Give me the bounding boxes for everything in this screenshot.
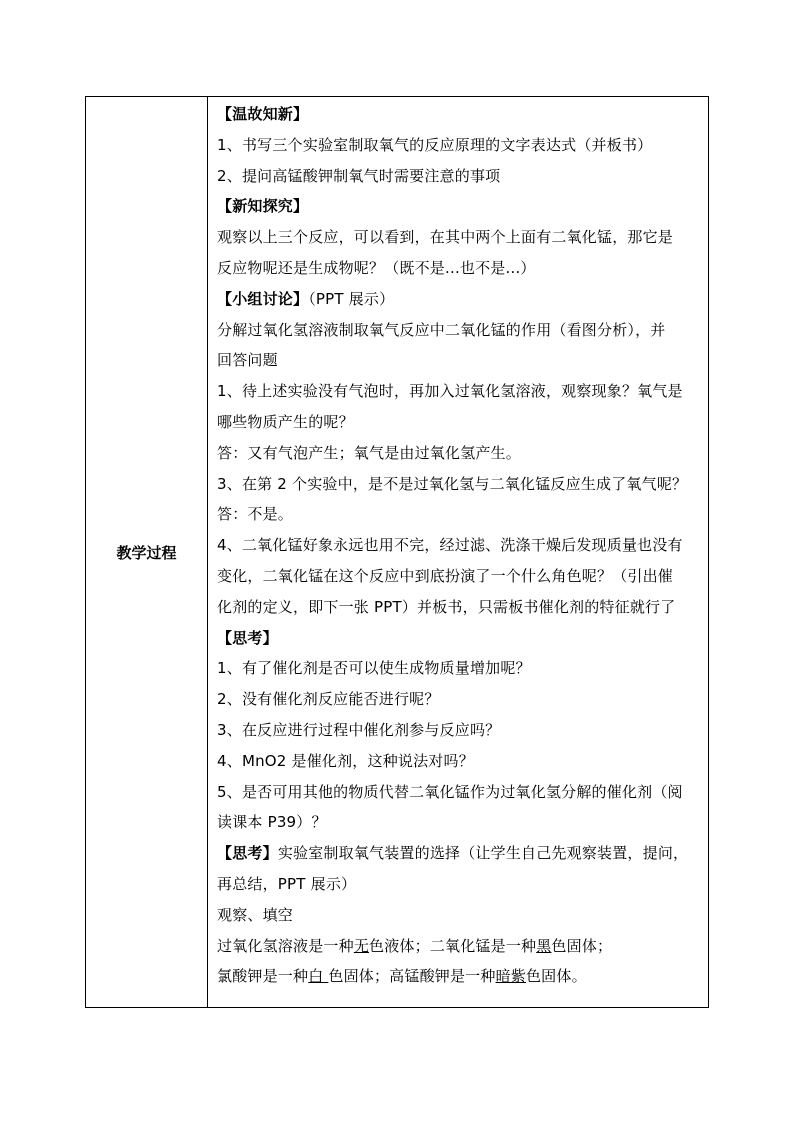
row-label-cell xyxy=(86,97,208,1007)
think-item-2: 2、没有催化剂反应能否进行呢？ xyxy=(217,690,440,709)
explore-text-line-2: 反应物呢还是生成物呢？（既不是...也不是...） xyxy=(217,258,536,277)
group-intro-line-2: 回答问题 xyxy=(217,351,278,370)
review-item-2: 2、提问高锰酸钾制氧气时需要注意的事项 xyxy=(217,166,501,185)
think-item-5-line-2: 读课本 P39）？ xyxy=(217,813,327,832)
explore-heading: 【新知探究】 xyxy=(217,197,309,216)
content-cell xyxy=(208,97,708,1007)
answer-3: 答：不是。 xyxy=(217,505,294,524)
group-intro-line-1: 分解过氧化氢溶液制取氧气反应中二氧化锰的作用（看图分析），并 xyxy=(217,320,666,339)
group-heading-note: （PPT 展示） xyxy=(308,289,395,308)
fill-line-2 xyxy=(217,961,700,992)
think-item-1: 1、有了催化剂是否可以使生成物质量增加呢？ xyxy=(217,659,531,678)
group-heading-line xyxy=(217,284,700,315)
think-item-5-line-1: 5、是否可用其他的物质代替二氧化锰作为过氧化氢分解的催化剂（阅 xyxy=(217,782,683,801)
fill2-answer-white: 白 xyxy=(308,967,329,986)
observe-fill-label: 观察、填空 xyxy=(217,905,294,924)
fill1-answer-colorless: 无 xyxy=(353,936,370,955)
row-label: 教学过程 xyxy=(116,543,177,562)
review-heading: 【温故知新】 xyxy=(217,105,309,123)
think2-heading: 【思考】 xyxy=(217,844,278,863)
group-heading: 【小组讨论】 xyxy=(217,289,309,308)
lesson-table xyxy=(85,96,709,1008)
question-1-line-1: 1、待上述实验没有气泡时，再加入过氧化氢溶液，观察现象？氧气是 xyxy=(217,382,683,401)
think2-line-1 xyxy=(217,838,700,869)
think2-line-2: 再总结，PPT 展示） xyxy=(217,874,357,893)
question-4-line-2: 变化，二氧化锰在这个反应中到底扮演了一个什么角色呢？（引出催 xyxy=(217,566,674,585)
explore-text-line-1: 观察以上三个反应，可以看到，在其中两个上面有二氧化锰，那它是 xyxy=(217,228,674,247)
answer-1: 答：又有气泡产生；氧气是由过氧化氢产生。 xyxy=(217,443,522,462)
fill2-text-c: 色固体；高锰酸钾是一种 xyxy=(328,967,496,986)
fill1-text-a: 过氧化氢溶液是一种 xyxy=(217,936,354,955)
fill1-text-e: 色固体； xyxy=(551,936,613,955)
fill2-answer-dark-purple: 暗紫 xyxy=(495,967,526,986)
think-item-4: 4、MnO2 是催化剂，这种说法对吗？ xyxy=(217,751,474,770)
fill1-answer-black: 黑 xyxy=(536,936,552,955)
fill2-text-e: 色固体。 xyxy=(525,967,587,986)
question-3: 3、在第 2 个实验中，是不是过氧化氢与二氧化锰反应生成了氧气呢？ xyxy=(217,474,688,493)
think-heading: 【思考】 xyxy=(217,628,278,647)
think2-text-1: 实验室制取氧气装置的选择（让学生自己先观察装置，提问， xyxy=(277,844,689,863)
fill-line-1 xyxy=(217,931,700,962)
question-4-line-3: 化剂的定义，即下一张 PPT）并板书，只需板书催化剂的特征就行了 xyxy=(217,597,676,616)
review-item-1: 1、书写三个实验室制取氧气的反应原理的文字表达式（并板书） xyxy=(217,135,653,154)
fill1-text-c: 色液体；二氧化锰是一种 xyxy=(369,936,537,955)
question-4-line-1: 4、二氧化锰好象永远也用不完，经过滤、洗涤干燥后发现质量也没有 xyxy=(217,536,683,555)
question-1-line-2: 哪些物质产生的呢？ xyxy=(217,412,354,431)
fill2-text-a: 氯酸钾是一种 xyxy=(217,967,309,986)
think-item-3: 3、在反应进行过程中催化剂参与反应吗？ xyxy=(217,720,501,739)
